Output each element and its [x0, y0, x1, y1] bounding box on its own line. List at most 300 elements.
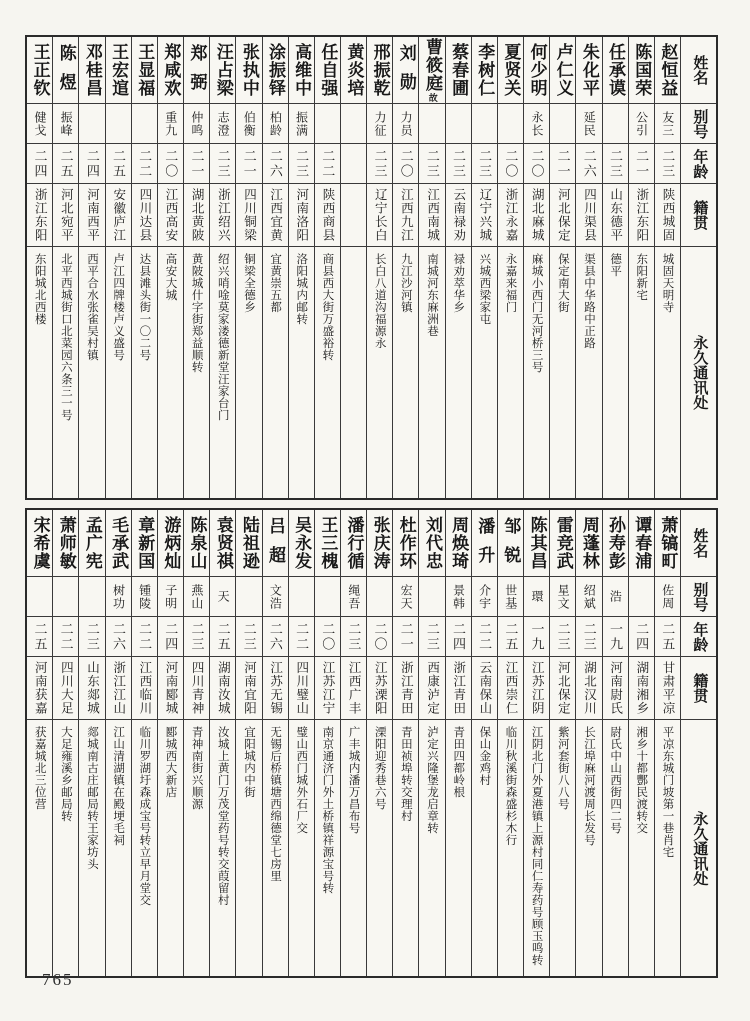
- person-column: [392, 510, 418, 976]
- person-name: 雷竞武: [553, 516, 573, 570]
- age-cell: 二四: [446, 616, 471, 656]
- person-column: [78, 510, 104, 976]
- person-column: [549, 510, 575, 976]
- age-cell: 二三: [367, 143, 392, 183]
- age-cell: [341, 143, 366, 183]
- age-cell: 二三: [79, 616, 104, 656]
- address-cell: 黄陂城什字街郑益顺转: [184, 246, 209, 498]
- native-place-cell: 河南尉氏: [603, 656, 628, 719]
- person-column: [78, 37, 104, 498]
- name-cell: [629, 510, 654, 576]
- address-cell: 高安大城: [158, 246, 183, 498]
- alias-cell: [367, 576, 392, 616]
- age-cell: 二三: [210, 143, 235, 183]
- person-name: 任承谟: [606, 43, 626, 97]
- native-place-cell: 江西南城: [419, 183, 444, 246]
- alias-cell: 健戈: [27, 103, 52, 143]
- person-name: 萧师敏: [56, 516, 76, 570]
- person-column: [340, 510, 366, 976]
- address-cell: 绍兴哨唫莫家溇德新堂汪家台门: [210, 246, 235, 498]
- age-cell: 二三: [446, 143, 471, 183]
- address-cell: 永嘉来福门: [498, 246, 523, 498]
- native-place-cell: 浙江东阳: [27, 183, 52, 246]
- name-cell: [53, 37, 78, 103]
- person-column: [628, 37, 654, 498]
- age-cell: 二三: [603, 143, 628, 183]
- person-column: [340, 37, 366, 498]
- person-column: [209, 37, 235, 498]
- person-name: 蔡春圃: [449, 43, 469, 97]
- name-cell: [446, 37, 471, 103]
- person-column: [288, 37, 314, 498]
- address-cell: 长白八道沟福源永: [367, 246, 392, 498]
- age-cell: 二五: [498, 616, 523, 656]
- name-cell: [524, 510, 549, 576]
- address-cell: 卢江四牌楼卢义盛号: [106, 246, 131, 498]
- alias-cell: [289, 576, 314, 616]
- alias-cell: 绍斌: [576, 576, 601, 616]
- alias-cell: [236, 576, 261, 616]
- person-column: [288, 510, 314, 976]
- name-cell: [236, 510, 261, 576]
- alias-cell: 振峰: [53, 103, 78, 143]
- person-name: 王宏逭: [109, 43, 129, 97]
- address-cell: 保定南大街: [550, 246, 575, 498]
- person-column: [235, 510, 261, 976]
- person-column: [366, 37, 392, 498]
- name-cell: [106, 510, 131, 576]
- address-cell: 江山清湖镇在殿埂毛祠: [106, 719, 131, 976]
- header-age-label: 年龄: [681, 616, 716, 656]
- name-cell: [315, 510, 340, 576]
- person-name: 朱化平: [579, 43, 599, 97]
- native-place-cell: 四川大足: [53, 656, 78, 719]
- person-name: 陈其昌: [527, 516, 547, 570]
- name-cell: [236, 37, 261, 103]
- native-place-cell: 山东德平: [603, 183, 628, 246]
- name-cell: [158, 510, 183, 576]
- person-column: [27, 510, 52, 976]
- name-cell: [498, 37, 523, 103]
- person-column: [209, 510, 235, 976]
- address-cell: 宜黄崇五都: [263, 246, 288, 498]
- native-place-cell: 河南获嘉: [27, 656, 52, 719]
- native-place-cell: 河北保定: [550, 183, 575, 246]
- age-cell: 二六: [263, 616, 288, 656]
- alias-cell: [550, 103, 575, 143]
- native-place-cell: 河南西平: [79, 183, 104, 246]
- age-cell: 二三: [472, 143, 497, 183]
- address-cell: 达县滩头街一〇二号: [132, 246, 157, 498]
- address-cell: 东阳城北西楼: [27, 246, 52, 498]
- native-place-cell: 河北宛平: [53, 183, 78, 246]
- address-cell: 璧山西门城外石厂交: [289, 719, 314, 976]
- name-annotation: 故: [427, 93, 438, 102]
- age-cell: 二一: [236, 143, 261, 183]
- name-cell: [655, 510, 680, 576]
- alias-cell: 友三: [655, 103, 680, 143]
- header-address-label: 永久通讯处: [681, 246, 716, 498]
- address-cell: 获嘉城北三位营: [27, 719, 52, 976]
- age-cell: 二一: [393, 616, 418, 656]
- alias-cell: [419, 576, 444, 616]
- person-column: [654, 510, 680, 976]
- person-name: 王三槐: [318, 516, 338, 570]
- person-name: 周焕琦: [449, 516, 469, 570]
- header-age-label: 年龄: [681, 143, 716, 183]
- native-place-cell: 四川青神: [184, 656, 209, 719]
- name-cell: [367, 37, 392, 103]
- age-cell: 二六: [576, 143, 601, 183]
- header-alias-label: 别号: [681, 576, 716, 616]
- native-place-cell: 浙江东阳: [629, 183, 654, 246]
- person-column: [183, 510, 209, 976]
- age-cell: 二三: [419, 616, 444, 656]
- name-cell: [603, 510, 628, 576]
- name-cell: [263, 510, 288, 576]
- name-cell: [184, 37, 209, 103]
- person-column: [418, 37, 444, 498]
- native-place-cell: 江西崇仁: [498, 656, 523, 719]
- person-column: [602, 37, 628, 498]
- address-cell: [341, 246, 366, 498]
- header-name-label: 姓名: [691, 55, 708, 85]
- native-place-cell: 四川铜梁: [236, 183, 261, 246]
- person-column: [27, 37, 52, 498]
- person-column: [654, 37, 680, 498]
- address-cell: 南京通济门外土桥镇祥源宝号转: [315, 719, 340, 976]
- age-cell: 二四: [79, 143, 104, 183]
- name-cell: [289, 37, 314, 103]
- person-name: 黄炎培: [344, 43, 364, 97]
- alias-cell: 公引: [629, 103, 654, 143]
- person-name: 郑咸欢: [161, 43, 181, 97]
- age-cell: 二五: [53, 143, 78, 183]
- address-cell: 江阴北门外夏港镇上源村同仁寿药号顾玉鸣转: [524, 719, 549, 976]
- person-column: [157, 510, 183, 976]
- person-name: 邹锐: [501, 517, 521, 575]
- native-place-cell: 山东郯城: [79, 656, 104, 719]
- address-cell: 西平合水张雀吴村镇: [79, 246, 104, 498]
- person-name: 毛承武: [109, 516, 129, 570]
- alias-cell: 振满: [289, 103, 314, 143]
- native-place-cell: 辽宁长白: [367, 183, 392, 246]
- alias-cell: [315, 103, 340, 143]
- age-cell: 二二: [53, 616, 78, 656]
- address-cell: 青田祯埠转交理村: [393, 719, 418, 976]
- alias-cell: 佐周: [655, 576, 680, 616]
- native-place-cell: 江苏无锡: [263, 656, 288, 719]
- alias-cell: [27, 576, 52, 616]
- alias-cell: [79, 576, 104, 616]
- alias-cell: 環: [524, 576, 549, 616]
- person-name: 曹筱庭: [422, 38, 442, 92]
- name-cell: [341, 37, 366, 103]
- native-place-cell: 陕西商县: [315, 183, 340, 246]
- native-place-cell: 浙江江山: [106, 656, 131, 719]
- age-cell: 二五: [27, 616, 52, 656]
- alias-cell: 浩: [603, 576, 628, 616]
- person-name: 游炳灿: [161, 516, 181, 570]
- alias-cell: 延民: [576, 103, 601, 143]
- person-column: [418, 510, 444, 976]
- age-cell: 二六: [106, 616, 131, 656]
- age-cell: 二二: [132, 143, 157, 183]
- native-place-cell: 江西宜黄: [263, 183, 288, 246]
- address-cell: 青神南街兴顺源: [184, 719, 209, 976]
- directory-table-top: [25, 35, 718, 500]
- name-cell: [419, 510, 444, 576]
- native-place-cell: 江苏江阴: [524, 656, 549, 719]
- person-column: [471, 510, 497, 976]
- native-place-cell: 江西临川: [132, 656, 157, 719]
- header-alias-label: 别号: [681, 103, 716, 143]
- address-cell: 保山金鸡村: [472, 719, 497, 976]
- person-column: [628, 510, 654, 976]
- name-cell: [603, 37, 628, 103]
- person-name: 章新国: [135, 516, 155, 570]
- alias-cell: 子明: [158, 576, 183, 616]
- address-cell: 九江沙河镇: [393, 246, 418, 498]
- alias-cell: [53, 576, 78, 616]
- person-name: 潘行循: [344, 516, 364, 570]
- header-native-place-label: 籍贯: [681, 183, 716, 246]
- person-name: 陆祖逊: [239, 516, 259, 570]
- person-name: 刘勋: [396, 44, 416, 102]
- age-cell: 二三: [236, 616, 261, 656]
- alias-cell: [341, 103, 366, 143]
- address-cell: 广丰城内潘万昌布号: [341, 719, 366, 976]
- name-cell: [106, 37, 131, 103]
- person-column: [523, 510, 549, 976]
- person-name: 郑弼: [187, 44, 207, 102]
- person-name: 卢仁义: [553, 43, 573, 97]
- native-place-cell: 江苏江宁: [315, 656, 340, 719]
- age-cell: 二四: [629, 616, 654, 656]
- age-cell: 二〇: [158, 143, 183, 183]
- person-name: 周蓬林: [579, 516, 599, 570]
- header-name-label: 姓名: [691, 528, 708, 558]
- person-column: [314, 510, 340, 976]
- name-cell: [550, 37, 575, 103]
- age-cell: 二二: [472, 616, 497, 656]
- name-cell: [393, 510, 418, 576]
- header-native-place-label: 籍贯: [681, 656, 716, 719]
- alias-cell: 力征: [367, 103, 392, 143]
- person-name: 陈泉山: [187, 516, 207, 570]
- name-cell: [263, 37, 288, 103]
- name-cell: [132, 510, 157, 576]
- scanned-page: [25, 35, 718, 978]
- native-place-cell: 四川渠县: [576, 183, 601, 246]
- address-cell: 紫河套街八八号: [550, 719, 575, 976]
- alias-cell: [315, 576, 340, 616]
- native-place-cell: 四川璧山: [289, 656, 314, 719]
- alias-cell: [498, 103, 523, 143]
- alias-cell: 燕山: [184, 576, 209, 616]
- person-name: 涂振铎: [266, 43, 285, 97]
- name-cell: [393, 37, 418, 103]
- native-place-cell: 江西高安: [158, 183, 183, 246]
- native-place-cell: 陕西城固: [655, 183, 680, 246]
- age-cell: 一九: [603, 616, 628, 656]
- name-cell: [158, 37, 183, 103]
- alias-cell: [132, 103, 157, 143]
- header-column: [680, 510, 716, 976]
- native-place-cell: 江西广丰: [341, 656, 366, 719]
- age-cell: 二三: [419, 143, 444, 183]
- person-name: 吴永发: [292, 516, 312, 570]
- address-cell: 南城河东麻洲巷: [419, 246, 444, 498]
- person-name: 刘代忠: [422, 516, 442, 570]
- alias-cell: 介宇: [472, 576, 497, 616]
- person-name: 夏贤关: [501, 43, 521, 97]
- person-name: 萧镐町: [658, 516, 678, 570]
- alias-cell: 文浩: [263, 576, 288, 616]
- address-cell: 大足雍溪乡邮局转: [53, 719, 78, 976]
- address-cell: 城固天明寺: [655, 246, 680, 498]
- native-place-cell: 安徽庐江: [106, 183, 131, 246]
- directory-table-bottom: [25, 508, 718, 978]
- address-cell: 铜梁全德乡: [236, 246, 261, 498]
- person-column: [549, 37, 575, 498]
- age-cell: 二〇: [524, 143, 549, 183]
- person-column: [52, 37, 78, 498]
- person-column: [497, 37, 523, 498]
- native-place-cell: 辽宁兴城: [472, 183, 497, 246]
- person-column: [497, 510, 523, 976]
- address-cell: 禄劝萃华乡: [446, 246, 471, 498]
- address-cell: 麻城小西门无河桥三号: [524, 246, 549, 498]
- native-place-cell: [341, 183, 366, 246]
- address-cell: 北平西城街口北菜园六条三一号: [53, 246, 78, 498]
- address-cell: 洛阳城内邮转: [289, 246, 314, 498]
- person-column: [157, 37, 183, 498]
- alias-cell: 仲鸣: [184, 103, 209, 143]
- native-place-cell: 河北保定: [550, 656, 575, 719]
- name-cell: [472, 510, 497, 576]
- person-column: [131, 37, 157, 498]
- person-name: 赵恒益: [658, 43, 678, 97]
- native-place-cell: 浙江永嘉: [498, 183, 523, 246]
- native-place-cell: 河南洛阳: [289, 183, 314, 246]
- native-place-cell: 浙江青田: [393, 656, 418, 719]
- native-place-cell: 河南宜阳: [236, 656, 261, 719]
- person-name: 王显福: [135, 43, 155, 97]
- age-cell: 二〇: [498, 143, 523, 183]
- address-cell: 兴城西梁家屯: [472, 246, 497, 498]
- name-cell: [27, 37, 52, 103]
- alias-cell: [472, 103, 497, 143]
- person-column: [105, 510, 131, 976]
- native-place-cell: 云南禄劝: [446, 183, 471, 246]
- name-cell: [629, 37, 654, 103]
- alias-cell: 景韩: [446, 576, 471, 616]
- person-name: 汪占梁: [213, 43, 233, 97]
- alias-cell: 柏龄: [263, 103, 288, 143]
- person-column: [52, 510, 78, 976]
- person-column: [183, 37, 209, 498]
- person-column: [131, 510, 157, 976]
- person-column: [262, 37, 288, 498]
- age-cell: 二五: [655, 616, 680, 656]
- person-name: 杜作环: [396, 516, 416, 570]
- address-cell: 临川秋溪街森盛杉木行: [498, 719, 523, 976]
- native-place-cell: 西康泸定: [419, 656, 444, 719]
- address-cell: 商县西大街万盛裕转: [315, 246, 340, 498]
- alias-cell: 世基: [498, 576, 523, 616]
- name-cell: [315, 37, 340, 103]
- person-column: [262, 510, 288, 976]
- address-cell: 无锡后桥镇塘西绵德堂七房里: [263, 719, 288, 976]
- person-name: 邓桂昌: [82, 43, 102, 97]
- alias-cell: 志澄: [210, 103, 235, 143]
- alias-cell: 重九: [158, 103, 183, 143]
- age-cell: 二二: [132, 616, 157, 656]
- alias-cell: 永长: [524, 103, 549, 143]
- person-name: 王正钦: [30, 43, 50, 97]
- name-cell: [550, 510, 575, 576]
- native-place-cell: 江苏溧阳: [367, 656, 392, 719]
- name-cell: [576, 510, 601, 576]
- person-name: 邢振乾: [370, 43, 390, 97]
- address-cell: 泸定兴隆堡龙启章转: [419, 719, 444, 976]
- name-cell: [289, 510, 314, 576]
- person-column: [471, 37, 497, 498]
- alias-cell: 绳吾: [341, 576, 366, 616]
- address-cell: 渠县中华路中正路: [576, 246, 601, 498]
- alias-cell: 宏天: [393, 576, 418, 616]
- person-column: [602, 510, 628, 976]
- name-cell: [524, 37, 549, 103]
- name-cell: [341, 510, 366, 576]
- person-column: [575, 37, 601, 498]
- person-name: 高维中: [292, 43, 312, 97]
- name-cell: [79, 37, 104, 103]
- native-place-cell: 湖南汝城: [210, 656, 235, 719]
- age-cell: 二三: [184, 616, 209, 656]
- person-name: 张执中: [239, 43, 259, 97]
- address-cell: 长江埠麻河渡周长发号: [576, 719, 601, 976]
- person-column: [366, 510, 392, 976]
- person-name: 宋希虞: [30, 516, 50, 570]
- address-cell: 汝城上黄门万茂堂药号转交葭留村: [210, 719, 235, 976]
- alias-cell: [603, 103, 628, 143]
- person-name: 陈国荣: [632, 43, 652, 97]
- age-cell: 二一: [184, 143, 209, 183]
- address-cell: 宜阳城内中街: [236, 719, 261, 976]
- name-cell: [576, 37, 601, 103]
- person-name: 孙寿彭: [606, 516, 626, 570]
- name-cell: [132, 37, 157, 103]
- name-cell: [210, 510, 235, 576]
- person-column: [575, 510, 601, 976]
- age-cell: 二二: [315, 143, 340, 183]
- name-cell: [498, 510, 523, 576]
- address-cell: 尉氏中山西街四二号: [603, 719, 628, 976]
- name-cell: [419, 37, 444, 103]
- alias-cell: 锺陵: [132, 576, 157, 616]
- age-cell: 一九: [524, 616, 549, 656]
- native-place-cell: 浙江绍兴: [210, 183, 235, 246]
- alias-cell: 力员: [393, 103, 418, 143]
- address-cell: 郾城西大新店: [158, 719, 183, 976]
- age-cell: 二一: [629, 143, 654, 183]
- age-cell: 二〇: [393, 143, 418, 183]
- age-cell: 二〇: [315, 616, 340, 656]
- age-cell: 二五: [106, 143, 131, 183]
- alias-cell: [79, 103, 104, 143]
